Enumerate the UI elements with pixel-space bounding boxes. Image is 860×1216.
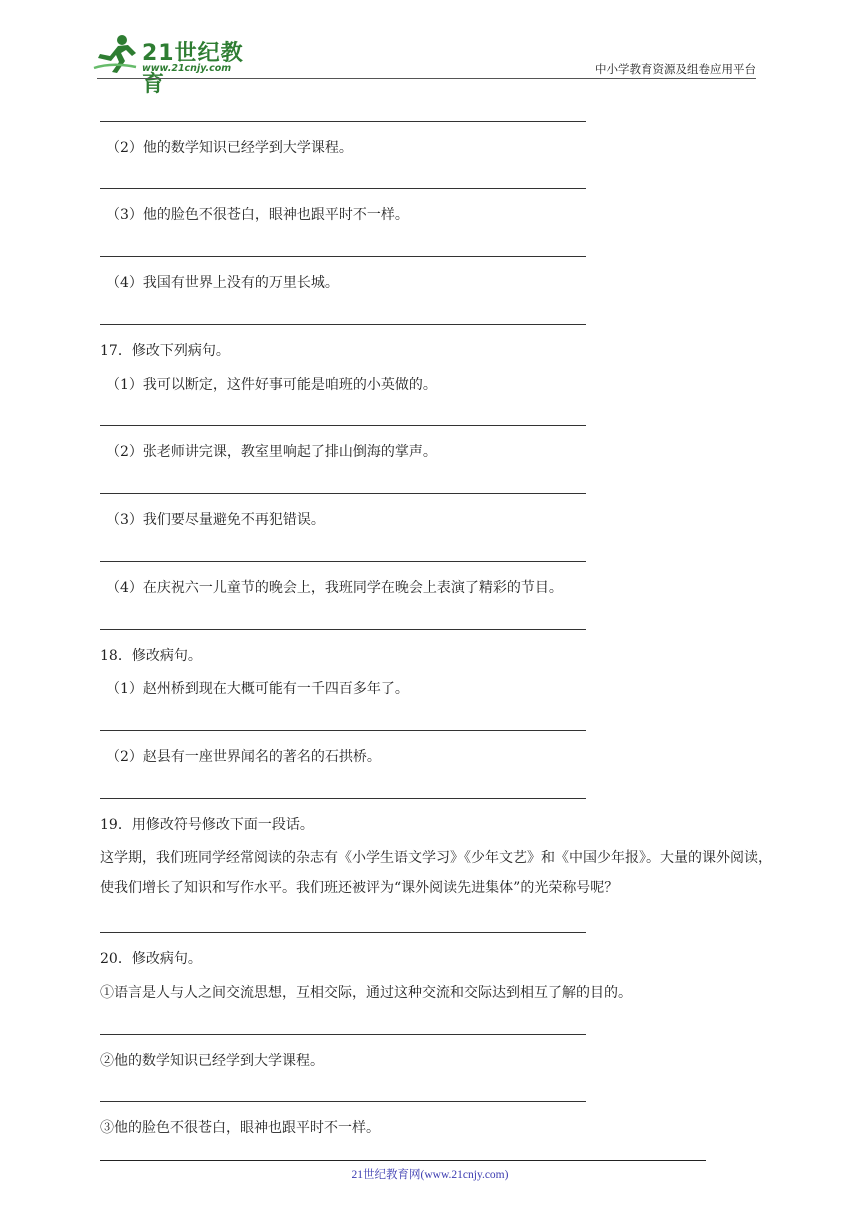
logo-url: www.21cnjy.com	[142, 63, 232, 74]
answer-line[interactable]	[100, 1034, 586, 1035]
passage-paragraph: 这学期，我们班同学经常阅读的杂志有《小学生语文学习》《少年文艺》和《中国少年报》。大量的课外阅读，使我们增长了知识和写作水平。我们班还被评为“课外阅读先进集体”的光荣称号呢？	[100, 850, 772, 896]
answer-line[interactable]	[100, 493, 586, 494]
platform-title: 中小学教育资源及组卷应用平台	[595, 62, 756, 76]
question-heading: 20．修改病句。	[100, 951, 202, 967]
answer-line[interactable]	[100, 932, 586, 933]
question-item: （4）我国有世界上没有的万里长城。	[106, 275, 339, 291]
question-item: ①语言是人与人之间交流思想，互相交际，通过这种交流和交际达到相互了解的目的。	[100, 985, 632, 1001]
question-item: （3）我们要尽量避免不再犯错误。	[106, 512, 325, 528]
answer-line[interactable]	[100, 121, 586, 122]
question-heading: 19．用修改符号修改下面一段话。	[100, 817, 314, 833]
answer-line[interactable]	[100, 1101, 586, 1102]
answer-line[interactable]	[100, 629, 586, 630]
question-item: （3）他的脸色不很苍白，眼神也跟平时不一样。	[106, 207, 409, 223]
footer-divider	[100, 1160, 706, 1161]
question-item: （2）张老师讲完课，教室里响起了排山倒海的掌声。	[106, 444, 437, 460]
answer-line[interactable]	[100, 188, 586, 189]
question-item: ③他的脸色不很苍白，眼神也跟平时不一样。	[100, 1120, 380, 1136]
question-item: （2）他的数学知识已经学到大学课程。	[106, 140, 353, 156]
answer-line[interactable]	[100, 256, 586, 257]
answer-line[interactable]	[100, 425, 586, 426]
question-item: （2）赵县有一座世界闻名的著名的石拱桥。	[106, 749, 381, 765]
question-item: （1）我可以断定，这件好事可能是咱班的小英做的。	[106, 377, 437, 393]
footer-text[interactable]: 21世纪教育网(www.21cnjy.com)	[351, 1169, 509, 1181]
answer-line[interactable]	[100, 798, 586, 799]
answer-line[interactable]	[100, 730, 586, 731]
logo-text: 21世纪教育	[142, 41, 244, 97]
question-heading: 17．修改下列病句。	[100, 343, 230, 359]
answer-line[interactable]	[100, 561, 586, 562]
question-heading: 18．修改病句。	[100, 648, 202, 664]
question-item: （4）在庆祝六一儿童节的晚会上，我班同学在晚会上表演了精彩的节目。	[106, 580, 563, 596]
question-item: （1）赵州桥到现在大概可能有一千四百多年了。	[106, 681, 409, 697]
answer-line[interactable]	[100, 324, 586, 325]
question-item: ②他的数学知识已经学到大学课程。	[100, 1053, 324, 1069]
